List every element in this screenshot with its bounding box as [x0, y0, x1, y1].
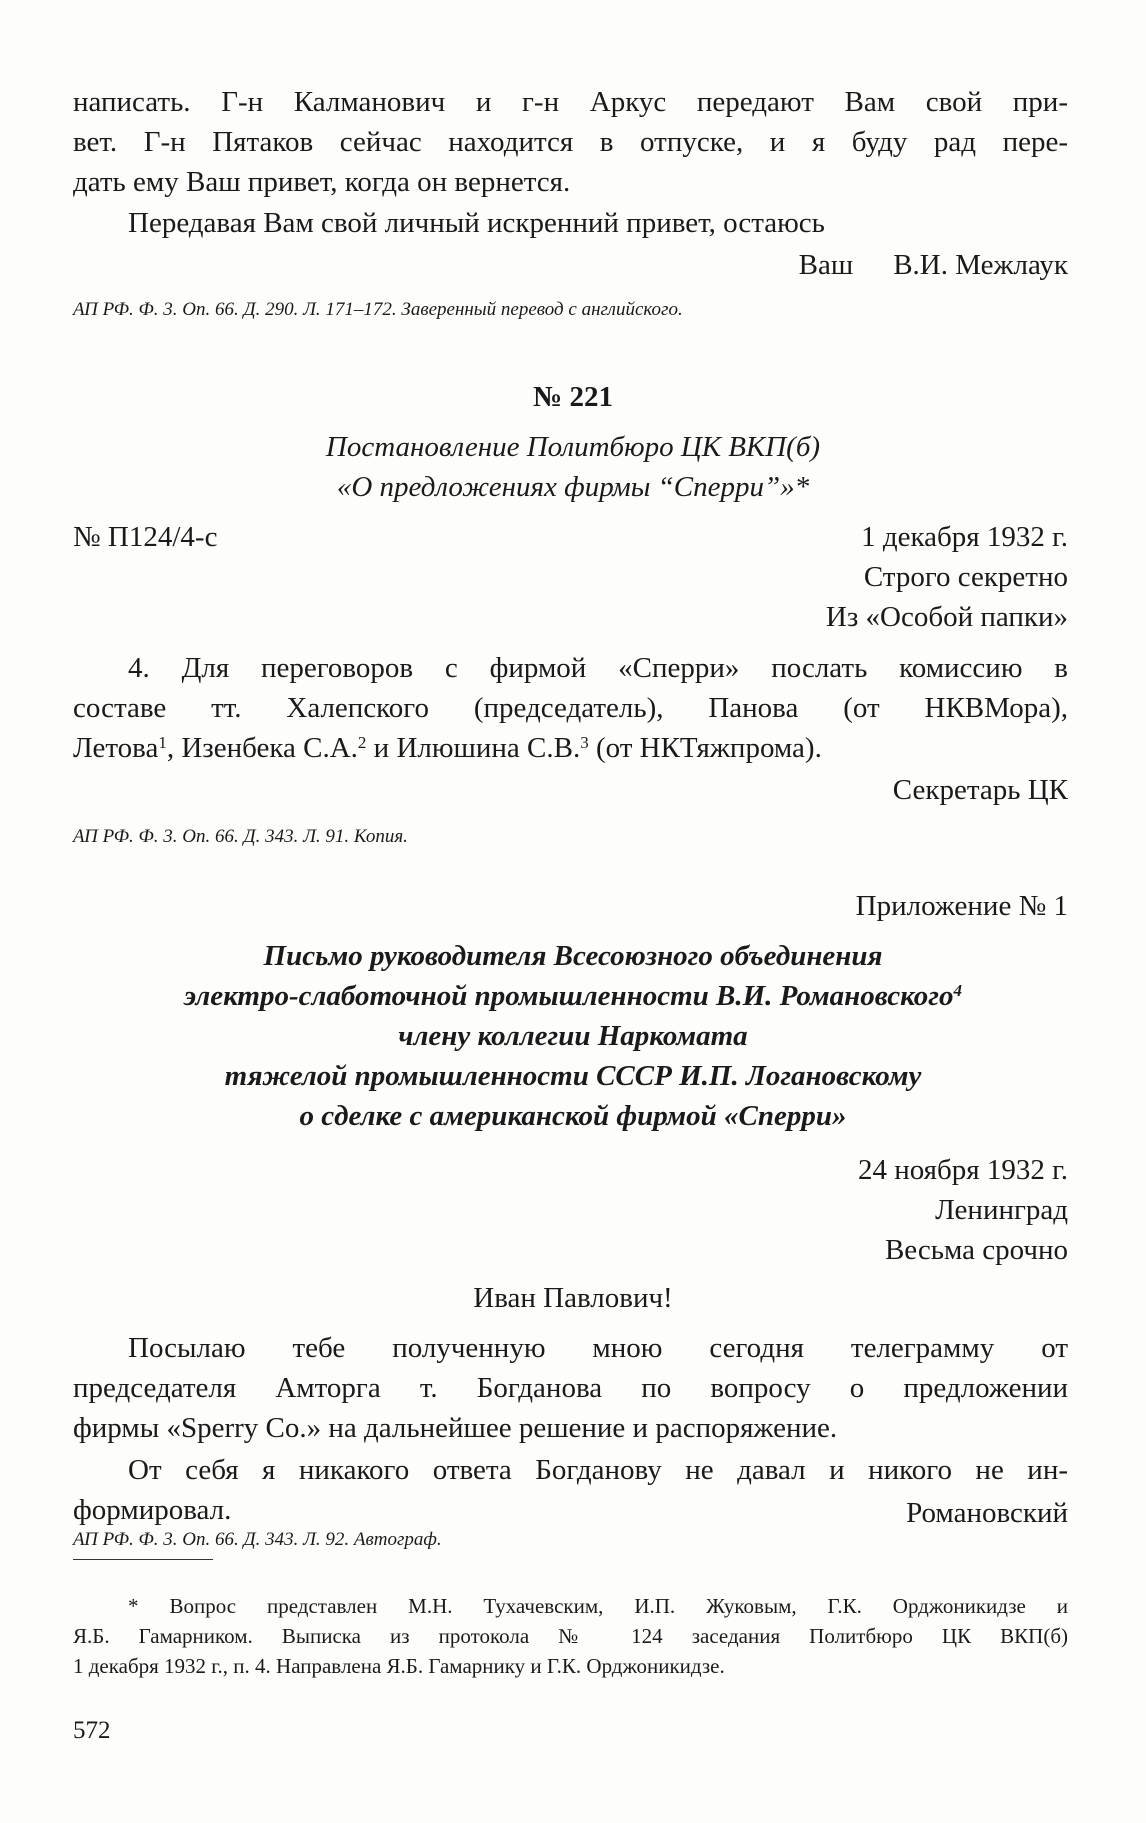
- document-title-text: «О предложениях фирмы “Сперри”»: [336, 471, 795, 503]
- paragraph-line: формировал.: [73, 1494, 232, 1526]
- note-reference: 3: [580, 733, 589, 752]
- document-date: 1 декабря 1932 г.: [861, 521, 1068, 553]
- note-reference: 1: [158, 733, 167, 752]
- paragraph-line: [73, 730, 1068, 766]
- salutation: Иван Павлович!: [473, 1282, 673, 1314]
- letter-signature: Романовский: [906, 1497, 1068, 1529]
- appendix-title-line: Письмо руководителя Всесоюзного объединения: [263, 940, 883, 972]
- footnote-mark: *: [794, 471, 810, 503]
- appendix-title-line: члену коллегии Наркомата: [398, 1020, 748, 1052]
- urgency-mark: Весьма срочно: [884, 1234, 1068, 1266]
- secrecy-stamp: Строго секретно: [863, 561, 1068, 593]
- footnote-line: * Вопрос представлен М.Н. Тухачевским, И.П. Жуковым, Г.К. Орджоникидзе и: [128, 1594, 1068, 1618]
- appendix-label: Приложение № 1: [855, 890, 1068, 922]
- archive-source: АП РФ. Ф. 3. Оп. 66. Д. 343. Л. 91. Копия.: [73, 826, 408, 847]
- archive-source: АП РФ. Ф. 3. Оп. 66. Д. 343. Л. 92. Автограф.: [73, 1529, 442, 1550]
- protocol-number: № П124/4-с: [73, 521, 218, 553]
- footnote-line: 1 декабря 1932 г., п. 4. Направлена Я.Б. Гамарнику и Г.К. Орджоникидзе.: [73, 1654, 725, 1678]
- footnote-line: Я.Б. Гамарником. Выписка из протокола № 124 заседания Политбюро ЦК ВКП(б): [73, 1624, 1068, 1648]
- appendix-title-text: электро-слаботочной промышленности В.И. Романовского: [184, 980, 954, 1012]
- paragraph-line: написать. Г-н Калманович и г-н Аркус передают Вам свой при-: [73, 86, 1068, 118]
- appendix-title-line: [0, 978, 1146, 1014]
- document-title-line: [0, 469, 1146, 505]
- text-fragment: , Изенбека С.А.: [166, 732, 358, 764]
- footnote-divider: [73, 1559, 213, 1560]
- signatory-name: В.И. Межлаук: [893, 249, 1068, 281]
- letter-place: Ленинград: [935, 1194, 1068, 1226]
- special-folder-note: Из «Особой папки»: [825, 601, 1068, 633]
- paragraph-line: вет. Г-н Пятаков сейчас находится в отпуске, и я буду рад пере-: [73, 126, 1068, 158]
- archive-source: АП РФ. Ф. 3. Оп. 66. Д. 290. Л. 171–172. Заверенный перевод с английского.: [73, 299, 683, 320]
- paragraph-line: председателя Амторга т. Богданова по вопросу о предложении: [73, 1372, 1068, 1404]
- paragraph-line: Посылаю тебе полученную мною сегодня телеграмму от: [128, 1332, 1068, 1364]
- page-number: 572: [73, 1717, 111, 1744]
- signature-position: Секретарь ЦК: [892, 774, 1068, 806]
- text-fragment: (от НКТяжпрома).: [588, 732, 822, 764]
- note-reference: 2: [357, 733, 367, 752]
- text-span: [73, 730, 822, 766]
- document-title-line: Постановление Политбюро ЦК ВКП(б): [325, 431, 821, 463]
- closing-word: Ваш: [798, 249, 854, 281]
- paragraph-line: составе тт. Халепского (председатель), Панова (от НКВМора),: [73, 692, 1068, 724]
- paragraph-line: От себя я никакого ответа Богданову не давал и никого не ин-: [128, 1454, 1068, 1486]
- text-fragment: и Илюшина С.В.: [366, 732, 581, 764]
- note-reference: 4: [953, 981, 962, 1000]
- letter-signature: [799, 247, 1068, 283]
- paragraph-line: 4. Для переговоров с фирмой «Сперри» послать комиссию в: [128, 652, 1068, 684]
- paragraph-line: Передавая Вам свой личный искренний привет, остаюсь: [128, 207, 825, 239]
- document-number: № 221: [533, 381, 613, 413]
- appendix-title-line: о сделке с американской фирмой «Сперри»: [299, 1100, 847, 1132]
- letter-date: 24 ноября 1932 г.: [857, 1154, 1068, 1186]
- text-fragment: Летова: [73, 732, 159, 764]
- paragraph-line: дать ему Ваш привет, когда он вернется.: [73, 166, 571, 198]
- paragraph-line: фирмы «Sperry Co.» на дальнейшее решение и распоряжение.: [73, 1412, 838, 1444]
- appendix-title-line: тяжелой промышленности СССР И.П. Логановскому: [224, 1060, 922, 1092]
